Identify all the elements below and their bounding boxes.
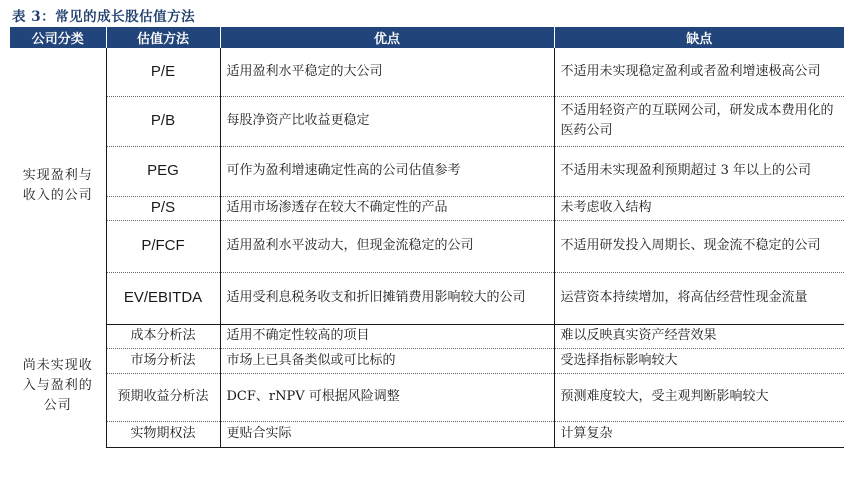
pros-cell: 适用盈利水平波动大，但现金流稳定的公司 [220, 220, 554, 272]
method-cell: P/E [106, 48, 220, 96]
cons-cell: 不适用未实现稳定盈利或者盈利增速极高公司 [554, 48, 844, 96]
table-caption: 表 3：常见的成长股估值方法 [12, 9, 196, 25]
table-row [10, 220, 844, 272]
pros-cell: 适用市场渗透存在较大不确定性的产品 [220, 196, 554, 220]
category-pre-revenue: 尚未实现收入与盈利的公司 [22, 357, 93, 413]
table-row [10, 324, 844, 348]
method-cell: EV/EBITDA [106, 272, 220, 324]
pros-cell: DCF、rNPV 可根据风险调整 [220, 373, 554, 421]
pros-cell: 适用受利息税务收支和折旧摊销费用影响较大的公司 [220, 272, 554, 324]
cons-cell: 计算复杂 [554, 421, 844, 447]
header-row [10, 27, 844, 48]
cons-cell: 难以反映真实资产经营效果 [554, 324, 844, 348]
pros-cell: 市场上已具备类似或可比标的 [220, 348, 554, 373]
cons-cell: 预测难度较大，受主观判断影响较大 [554, 373, 844, 421]
method-cell: PEG [106, 146, 220, 196]
header-category: 公司分类 [10, 27, 106, 48]
method-cell: 预期收益分析法 [106, 373, 220, 421]
pros-cell: 适用不确定性较高的项目 [220, 324, 554, 348]
method-cell: 成本分析法 [106, 324, 220, 348]
cons-cell: 不适用未实现盈利预期超过 3 年以上的公司 [554, 146, 844, 196]
pros-cell: 更贴合实际 [220, 421, 554, 447]
table-row [10, 421, 844, 447]
method-cell: P/B [106, 96, 220, 146]
pros-cell: 适用盈利水平稳定的大公司 [220, 48, 554, 96]
valuation-methods-table [10, 27, 844, 448]
cons-cell: 不适用研发投入周期长、现金流不稳定的公司 [554, 220, 844, 272]
table-row [10, 48, 844, 96]
table-row [10, 348, 844, 373]
method-cell: 实物期权法 [106, 421, 220, 447]
method-cell: 市场分析法 [106, 348, 220, 373]
method-cell: P/S [106, 196, 220, 220]
table-row [10, 373, 844, 421]
category-profitable: 实现盈利与收入的公司 [22, 168, 93, 203]
table-row [10, 96, 844, 146]
cons-cell: 不适用轻资产的互联网公司，研发成本费用化的医药公司 [554, 96, 844, 146]
cons-cell: 受选择指标影响较大 [554, 348, 844, 373]
header-pros: 优点 [220, 27, 554, 48]
table-row [10, 146, 844, 196]
header-method: 估值方法 [106, 27, 220, 48]
cons-cell: 运营资本持续增加，将高估经营性现金流量 [554, 272, 844, 324]
table-row [10, 196, 844, 220]
method-cell: P/FCF [106, 220, 220, 272]
table-row [10, 272, 844, 324]
cons-cell: 未考虑收入结构 [554, 196, 844, 220]
pros-cell: 每股净资产比收益更稳定 [220, 96, 554, 146]
pros-cell: 可作为盈利增速确定性高的公司估值参考 [220, 146, 554, 196]
header-cons: 缺点 [554, 27, 844, 48]
